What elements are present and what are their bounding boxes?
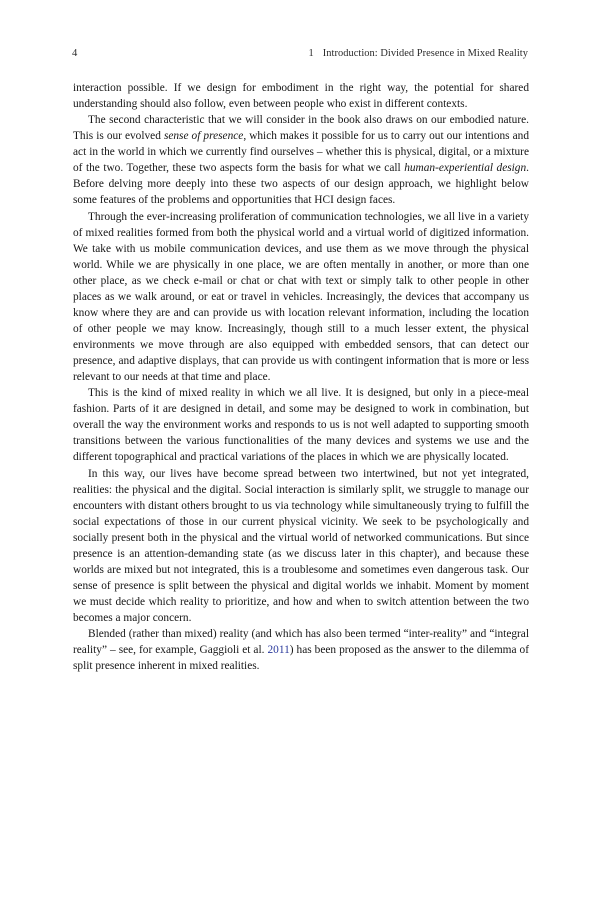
paragraph <box>73 466 529 627</box>
text-run: ) has been proposed as the answer to the dilemma of split presence inherent in mixed realities. <box>73 644 529 673</box>
text-run: The second characteristic that we will consider in the book also draws on our embodied nature. This is our evolved <box>73 114 529 143</box>
text-run: In this way, our lives have become spread between two intertwined, but not yet integrated, realities: the physical and the digital. Social interaction is similarly split, we struggle to manage our encounters with distant others brought to us via technology while simultaneously trying to fulfill the social expectations of those in our current physical vicinity. We seek to be psychologically and socially present both in the physical and the virtual world of networked communications. But since presence is an attention-demanding state (as we discuss later in this chapter), and because these worlds are mixed but not integrated, this is a troublesome and sometimes even dangerous task. Our sense of presence is split between the physical and digital worlds we inhabit. Moment by moment we must decide which reality to prioritize, and how and when to switch attention between the two becomes a major concern. <box>73 467 529 625</box>
body-text-block <box>73 80 529 674</box>
citation-link[interactable]: 2011 <box>267 644 290 657</box>
paragraph <box>73 626 529 674</box>
running-head-right <box>308 48 528 59</box>
text-run: This is the kind of mixed reality in which we all live. It is designed, but only in a piece-meal fashion. Parts of it are designed in detail, and some may be designed to work in combination, but overall the way the environment works and responds to us is not well adapted to supporting smooth transitions between the various functionalities of the many devices and systems we use and the different topographical and practical variations of the places in which we are physically located. <box>73 387 529 464</box>
text-run: , which makes it possible for us to carry out our intentions and act in the world in which we currently find ourselves – whether this is physical, digital, or a mixture of the two. Together, these two aspects form the basis for what we call <box>73 130 529 175</box>
emphasis-text: human-experiential design <box>404 162 527 175</box>
paragraph <box>73 80 529 112</box>
page-number: 4 <box>72 48 78 59</box>
text-run: Blended (rather than mixed) reality (and which has also been termed “inter-reality” and “integral reality” – see, for example, Gaggioli et al. <box>73 628 529 657</box>
chapter-number: 1 <box>308 48 314 59</box>
text-run: . Before delving more deeply into these two aspects of our design approach, we highlight below some features of the problems and opportunities that HCI design faces. <box>73 162 529 207</box>
text-run: interaction possible. If we design for embodiment in the right way, the potential for shared understanding should also follow, even between people who exist in different contexts. <box>73 82 529 111</box>
running-head <box>72 48 528 64</box>
paragraph <box>73 112 529 208</box>
paragraph <box>73 385 529 465</box>
text-run: Through the ever-increasing proliferation of communication technologies, we all live in a variety of mixed realities formed from both the physical world and a virtual world of digitized information. We take with us mobile communication devices, and use them as we move through the physical world. While we are physically in one place, we are often mentally in another, or more than one other place, as we check e-mail or chat or chat with text or simply talk to other people in other places as we walk around, or eat or travel in vehicles. Increasingly, the devices that accompany us know where they are and can provide us with location relevant information, including the location of other people we may know. Increasingly, though still to a much lesser extent, the physical environments we move through are also equipped with embedded sensors, that can detect our presence, and adaptive displays, that can provide us with contingent information that is more or less relevant to our needs at that time and place. <box>73 210 529 384</box>
emphasis-text: sense of presence <box>163 130 244 143</box>
chapter-title: Introduction: Divided Presence in Mixed Reality <box>322 48 528 59</box>
paragraph <box>73 209 529 386</box>
